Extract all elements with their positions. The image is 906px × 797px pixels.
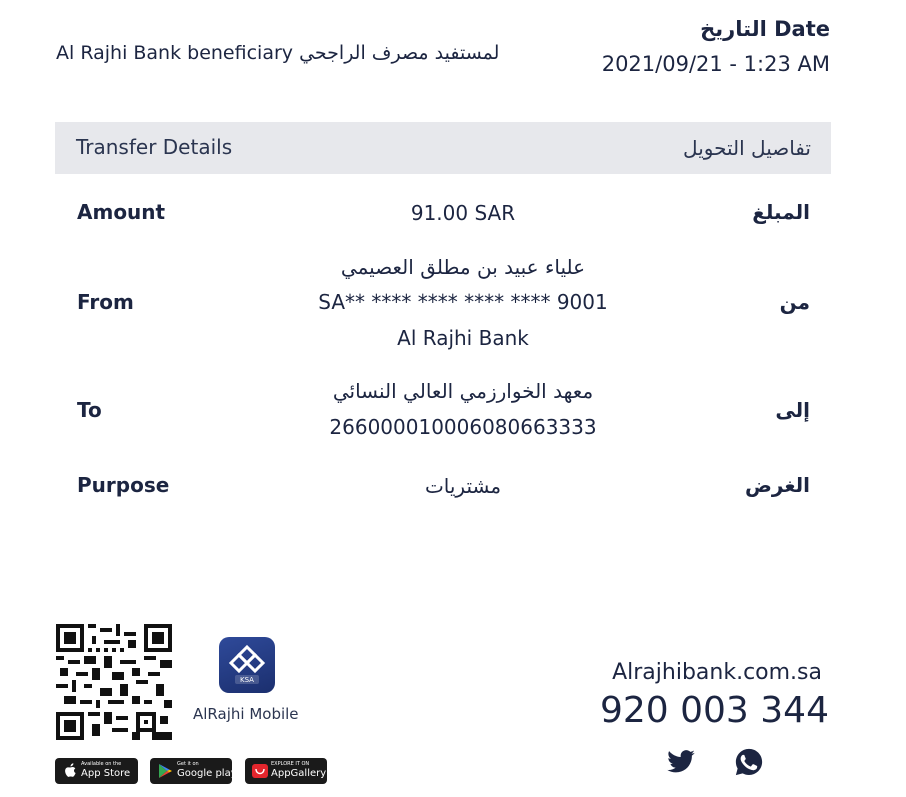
purpose-label-en: Purpose — [77, 473, 170, 497]
to-label-ar: إلى — [775, 398, 810, 422]
appgallery-big-text: AppGallery — [271, 768, 327, 779]
to-name: معهد الخوارزمي العالي النسائي — [332, 379, 594, 403]
google-play-small-text: Get it on — [177, 761, 199, 767]
google-play-icon — [156, 762, 174, 780]
section-title-ar: تفاصيل التحويل — [683, 136, 811, 160]
appgallery-badge[interactable] — [245, 758, 327, 784]
beneficiary-title: Al Rajhi Bank beneficiary لمستفيد مصرف الراجحي — [56, 42, 500, 64]
app-store-small-text: Available on the — [81, 761, 122, 767]
section-title-en: Transfer Details — [76, 135, 233, 159]
amount-label-ar: المبلغ — [752, 200, 810, 224]
amount-value: 91.00 SAR — [410, 201, 516, 225]
huawei-icon — [251, 762, 269, 780]
alrajhi-app-icon[interactable] — [219, 637, 275, 693]
alrajhi-logo-icon — [219, 637, 275, 693]
from-account: SA** **** **** **** **** 9001 — [318, 290, 608, 314]
whatsapp-icon[interactable] — [734, 747, 764, 777]
twitter-icon[interactable] — [666, 747, 696, 777]
purpose-label-ar: الغرض — [745, 473, 810, 497]
from-label-en: From — [77, 290, 134, 314]
apple-icon — [61, 762, 79, 780]
to-label-en: To — [77, 398, 102, 422]
appgallery-small-text: EXPLORE IT ON — [271, 761, 310, 767]
phone-number[interactable]: 920 003 344 — [599, 690, 829, 731]
from-bank: Al Rajhi Bank — [397, 326, 529, 350]
google-play-big-text: Google play — [177, 768, 237, 779]
from-name: علياء عبيد بن مطلق العصيمي — [340, 255, 586, 279]
google-play-badge[interactable] — [150, 758, 237, 784]
app-store-big-text: App Store — [81, 768, 131, 779]
qr-code[interactable] — [56, 624, 172, 740]
date-label: التاريخ Date — [700, 17, 830, 41]
app-icon-badge: KSA — [240, 676, 254, 684]
app-store-badge[interactable] — [55, 758, 138, 784]
amount-label-en: Amount — [77, 200, 166, 224]
website-link[interactable]: Alrajhibank.com.sa — [612, 660, 822, 685]
app-name: AlRajhi Mobile — [193, 705, 299, 723]
from-label-ar: من — [779, 290, 810, 314]
to-account: 266000010006080663333 — [329, 415, 597, 439]
date-value: 2021/09/21 - 1:23 AM — [601, 52, 830, 76]
purpose-value: مشتريات — [424, 474, 502, 498]
transfer-details-header — [55, 122, 831, 174]
